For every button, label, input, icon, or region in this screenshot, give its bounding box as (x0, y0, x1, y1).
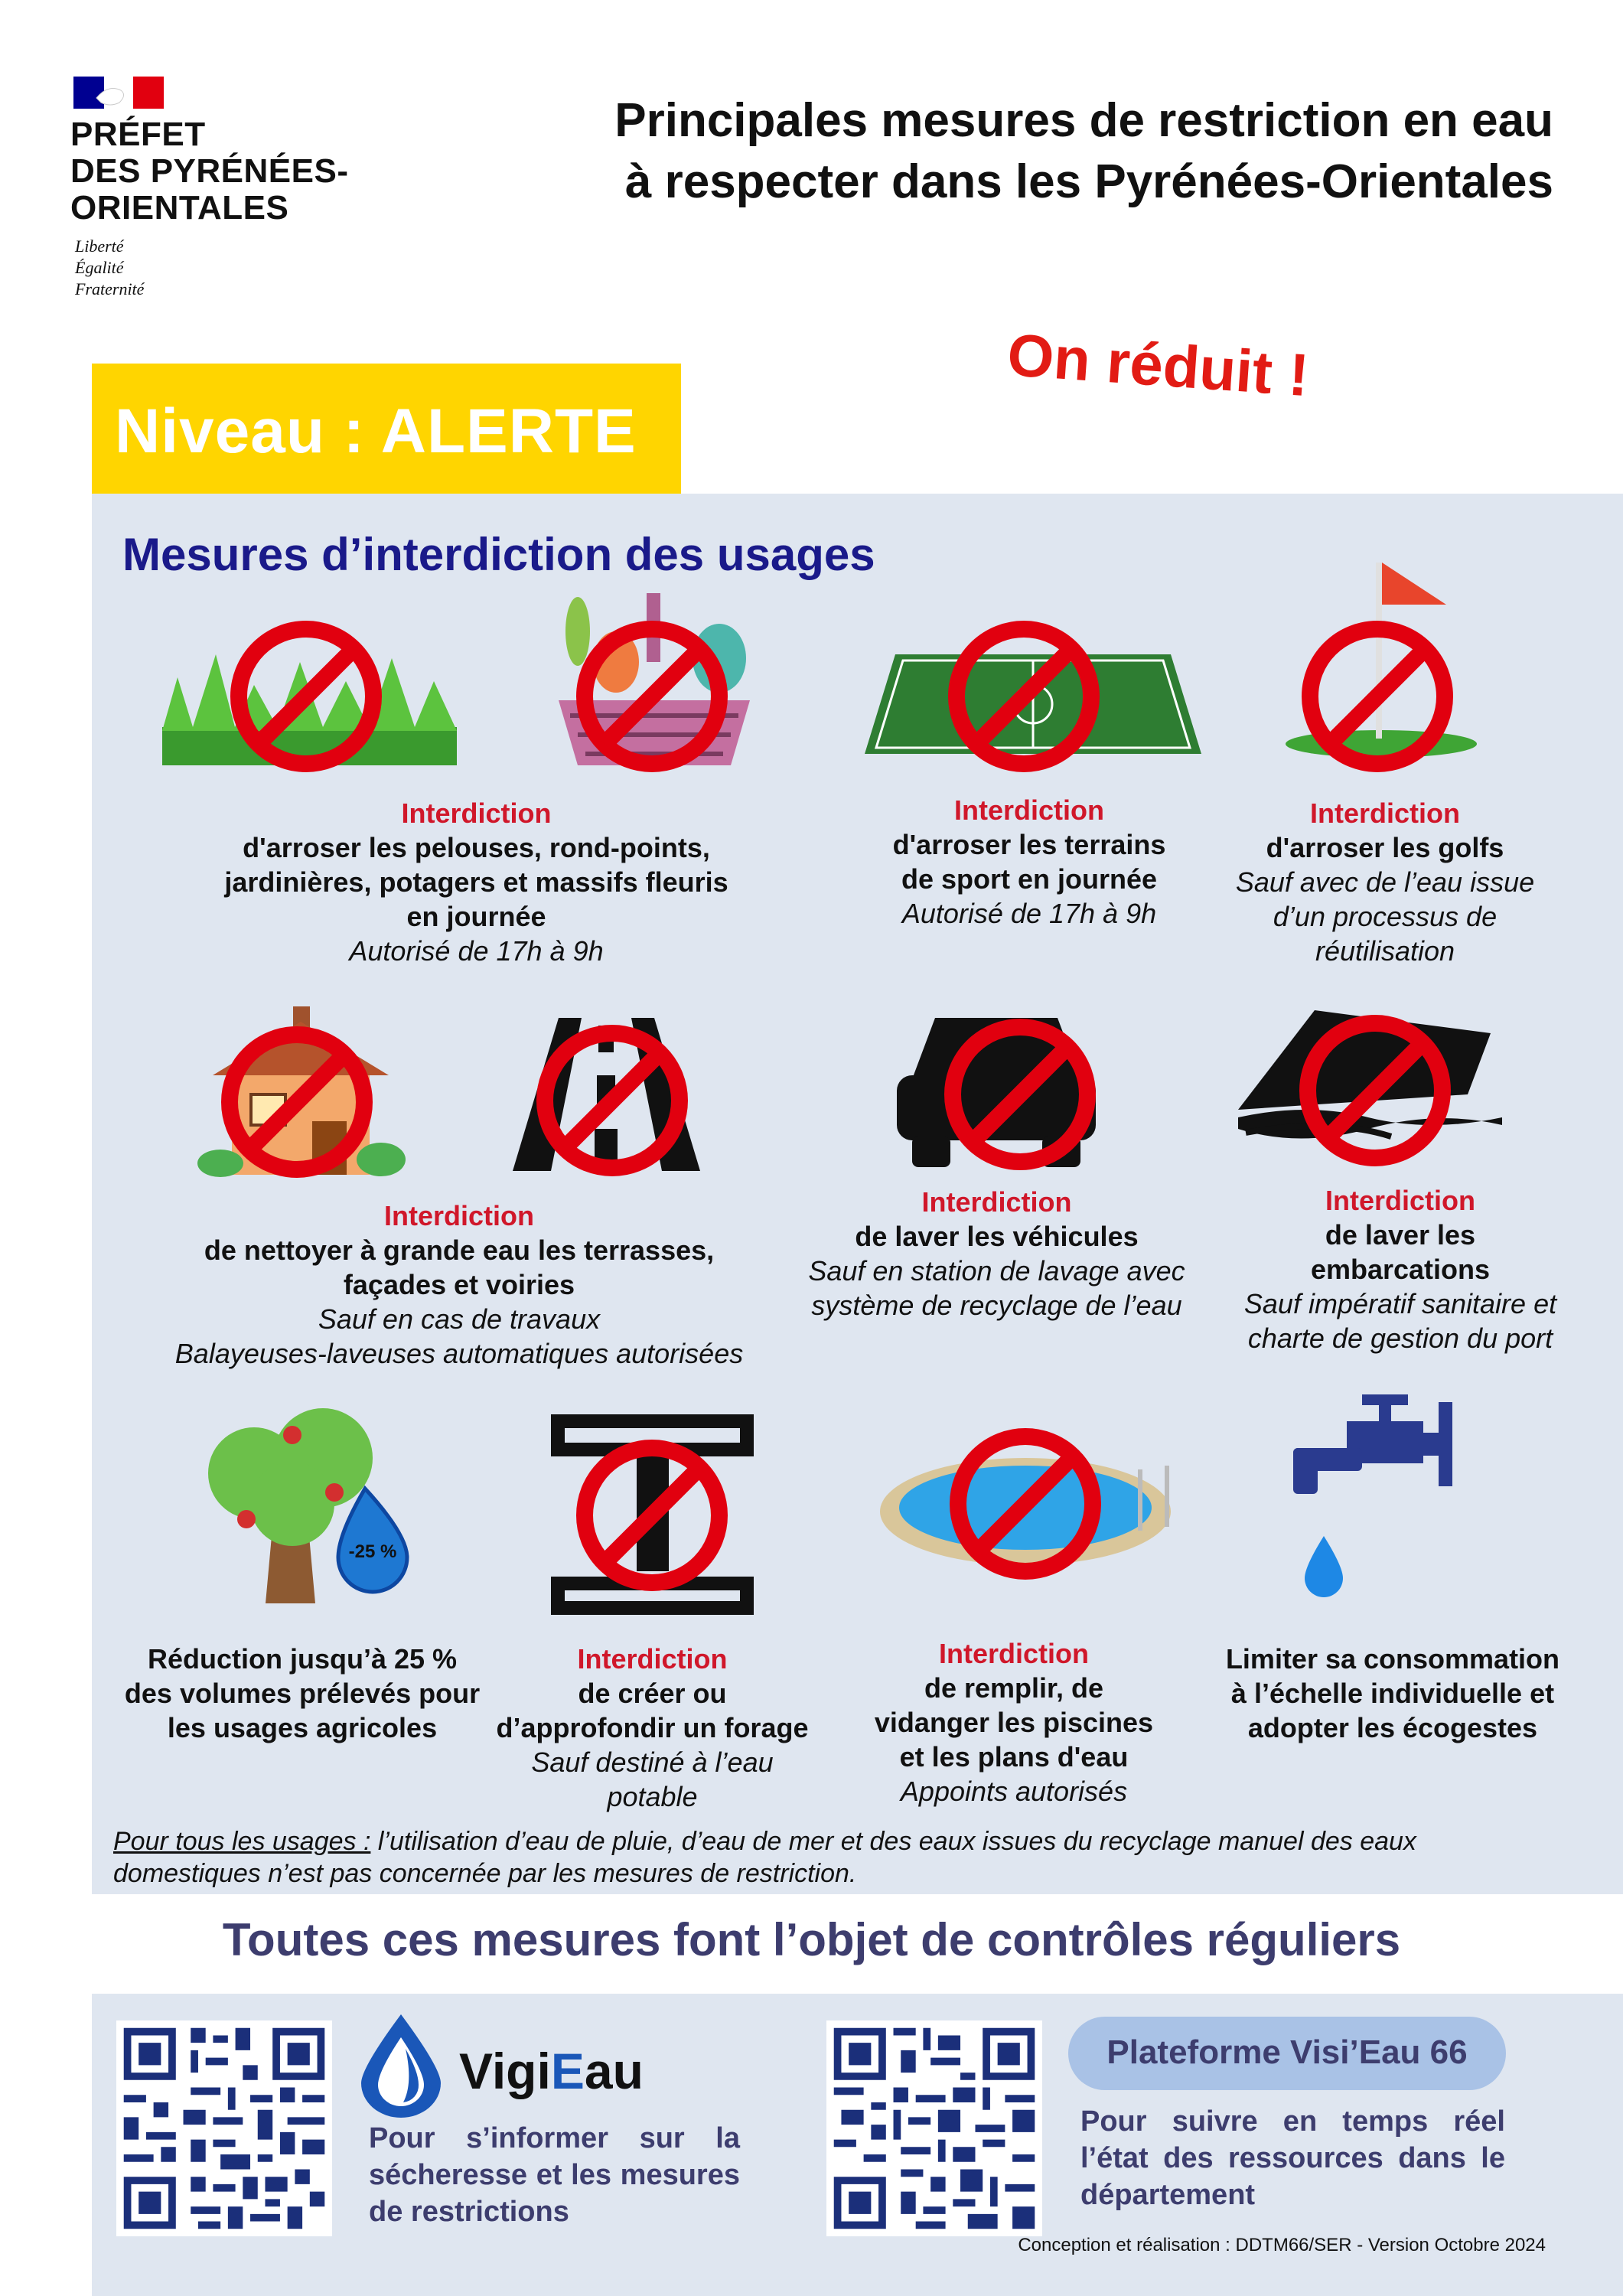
measure-boat-washing: Interdiction de laver les embarcations Sauf impératif sanitaire et charte de gestion du port (1243, 1185, 1557, 1354)
visieau-platform-label[interactable]: Plateforme Visi’Eau 66 (1068, 2017, 1506, 2090)
prohibited-icon (220, 1026, 373, 1179)
visieau-description: Pour suivre en temps réel l’état des ressources dans le département (1080, 2105, 1505, 2211)
prohibited-icon (1299, 1014, 1452, 1167)
republic-marianne-logo (73, 77, 164, 109)
vigieau-name: VigiEau (459, 2043, 644, 2099)
alert-level-banner: Niveau : ALERTE (92, 364, 681, 494)
vigieau-qr-code[interactable] (116, 2020, 332, 2236)
measure-agricultural-reduction: Réduction jusqu’à 25 % des volumes prélevés pour les usages agricoles (124, 1643, 481, 1743)
visieau-qr-code[interactable] (826, 2020, 1042, 2236)
prohibited-icon (230, 620, 383, 773)
slogan: On réduit ! (1005, 320, 1312, 409)
measure-terraces-cleaning: Interdiction de nettoyer à grande eau les terrasses, façades et voiries Sauf en cas de travaux Balayeuses-laveuses automatiques autorisées (174, 1200, 744, 1369)
prohibited-icon (575, 620, 728, 773)
apple-tree-icon (200, 1404, 411, 1611)
measure-vehicle-washing: Interdiction de laver les véhicules Sauf en station de lavage avec système de recyclage de l’eau (808, 1186, 1185, 1321)
drop-percentage-label: -25 % (348, 1541, 397, 1562)
water-tap-icon (1293, 1394, 1481, 1609)
prohibited-icon (575, 1439, 728, 1592)
prohibited-icon (947, 620, 1100, 773)
page-title: Principales mesures de restriction en eau à respecter dans les Pyrénées-Orientales (614, 94, 1553, 208)
vigieau-description: Pour s’informer sur la sécheresse et les mesures de restrictions (369, 2122, 740, 2228)
controls-statement: Toutes ces mesures font l’objet de contrôles réguliers (222, 1914, 1401, 1965)
measure-sports-field: Interdiction d'arroser les terrains de sport en journée Autorisé de 17h à 9h (892, 794, 1166, 929)
prohibited-icon (943, 1018, 1097, 1171)
measure-drilling: Interdiction de créer ou d’approfondir un forage Sauf destiné à l’eau potable (496, 1643, 809, 1812)
measure-pools: Interdiction de remplir, de vidanger les piscines et les plans d'eau Appoints autorisés (874, 1638, 1154, 1807)
prohibited-icon (1301, 620, 1454, 773)
prohibited-icon (949, 1427, 1102, 1580)
measure-lawn-watering: Interdiction d'arroser les pelouses, rond-points, jardinières, potagers et massifs fleuris en journée Autorisé de 17h à 9h (224, 797, 728, 967)
republic-motto: Liberté Égalité Fraternité (75, 236, 145, 298)
section-title: Mesures d’interdiction des usages (122, 529, 875, 580)
credit-line: Conception et réalisation : DDTM66/SER - Version Octobre 2024 (1018, 2235, 1546, 2255)
prohibited-icon (536, 1024, 689, 1177)
measure-golf: Interdiction d'arroser les golfs Sauf avec de l’eau issue d’un processus de réutilisation (1235, 797, 1535, 967)
general-note: Pour tous les usages : l’utilisation d’eau de pluie, d’eau de mer et des eaux issues du recyclage manuel des eaux domestiques n’est pas concernée par les mesures de restriction. (113, 1827, 1416, 1888)
measure-ecogestures: Limiter sa consommation à l’échelle individuelle et adopter les écogestes (1225, 1643, 1560, 1743)
vigieau-drop-logo (361, 2014, 442, 2118)
prefet-logo-text: PRÉFET DES PYRÉNÉES- ORIENTALES (70, 116, 349, 227)
